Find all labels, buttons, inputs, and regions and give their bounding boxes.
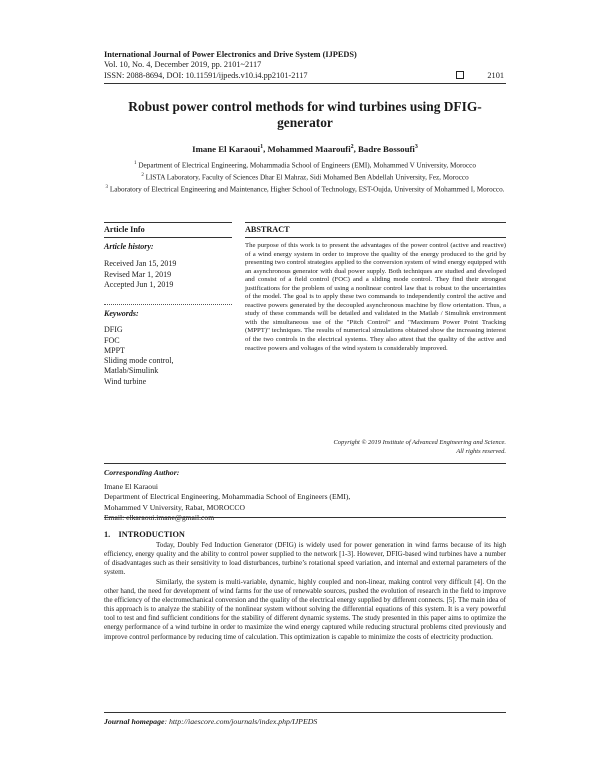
history-heading: Article history: bbox=[104, 242, 154, 251]
history-item: Revised Mar 1, 2019 bbox=[104, 269, 172, 279]
corresponding-author bbox=[104, 468, 506, 524]
issn-row bbox=[104, 71, 504, 81]
abstract-top-rule bbox=[245, 222, 506, 223]
affiliation-sup: 1 bbox=[134, 161, 137, 166]
author-name: Mohammed Maaroufi bbox=[267, 144, 351, 154]
history-divider bbox=[104, 304, 232, 305]
journal-name: International Journal of Power Electronics and Drive System (IJPEDS) bbox=[104, 50, 357, 59]
paper-title: Robust power control methods for wind turbines using DFIG-generator bbox=[128, 99, 482, 130]
corresponding-line: Imane El Karaoui bbox=[104, 481, 158, 491]
affiliation-sup: 2 bbox=[141, 172, 144, 178]
keyword-item: MPPT bbox=[104, 345, 125, 355]
affiliation bbox=[104, 183, 506, 195]
introduction-heading: 1. INTRODUCTION bbox=[104, 530, 185, 539]
article-history bbox=[104, 242, 232, 290]
abstract-heading: ABSTRACT bbox=[245, 225, 290, 234]
affiliations bbox=[104, 159, 506, 194]
author-sup: 3 bbox=[414, 144, 418, 151]
article-info-heading: Article Info bbox=[104, 225, 145, 234]
homepage-label: Journal homepage bbox=[104, 717, 165, 726]
keyword-item: DFIG bbox=[104, 325, 123, 335]
abstract-body: The purpose of this work is to present the advantages of the power control (active and reactive) of a wind energy system in order to improve the quality of the energy produced to the grid by presenting two control strategies applied to the conversion system of wind energy equipped with an asynchronous generator with dual power supply. Both techniques are studied and developed and consist of a field control (FOC) and a sliding mode control. They find their strongest justifications for the problem of using a nonlinear control law that is robust to the uncertainties of the model. The goal is to apply these two commands to independently control the active and reactive powers generated by the decoupled asynchronous machine by flow orientation. Thus, a study of these commands will be detailed and validated in the Matlab / Simulink environment with the simultaneous use of the "Pitch Control" and "Maximum Power Point Tracking (MPPT)" techniques. The results of numerical simulations obtained show the increasing interest of the two controls in the electrical systems. They also attest that the quality of the active and reactive powers and voltages of the wind system is considerably improved. bbox=[245, 242, 506, 352]
keyword-item: FOC bbox=[104, 335, 120, 345]
corresponding-line: Email: elkaraoui.imane@gmail.com bbox=[104, 513, 215, 523]
abstract-bottom-rule bbox=[104, 463, 506, 464]
affiliation-sup: 3 bbox=[105, 184, 109, 190]
affiliation bbox=[104, 171, 506, 183]
author-name: Badre Bossoufi bbox=[358, 144, 415, 154]
corresponding-heading: Corresponding Author: bbox=[104, 468, 180, 477]
keyword-item: Sliding mode control, bbox=[104, 356, 174, 366]
keyword-item: Matlab/Simulink bbox=[104, 366, 159, 376]
corresponding-line: Department of Electrical Engineering, Mohammadia School of Engineers (EMI), bbox=[104, 492, 351, 502]
paragraph: Today, Doubly Fed Induction Generator (DFIG) is widely used for power generation in wind farms because of its high efficiency, energy quality and the ability to control power supplied to the network [1-3]. However, DFIG-based wind turbines have a number of disadvantages such as their sensitivity to load disturbances, turbine’s rotational speed variation, and internal and external parameters of the system. bbox=[104, 541, 506, 577]
affiliation bbox=[104, 159, 506, 171]
author-name: Imane El Karaoui bbox=[192, 144, 261, 154]
corresponding-bottom-rule bbox=[104, 517, 506, 518]
article-info-top-rule bbox=[104, 222, 232, 223]
affiliation-text: LISTA Laboratory, Faculty of Sciences Dhar El Mahraz, Sidi Mohamed Ben Abdellah University, Fez, Morocco bbox=[145, 173, 469, 182]
keywords-heading: Keywords: bbox=[104, 309, 139, 318]
introduction-body bbox=[104, 541, 506, 642]
abstract-heading-rule bbox=[245, 237, 506, 238]
footer-rule bbox=[104, 712, 506, 713]
author-list: Imane El Karaoui$^1$, Mohammed Maaroufi$^2$, Badre Bossoufi$^3$ bbox=[192, 144, 418, 154]
affiliation-text: Laboratory of Electrical Engineering and Maintenance, Higher School of Technology, EST-Oujda, University of Mohammed I, Morocco. bbox=[109, 184, 505, 193]
paragraph: Similarly, the system is multi-variable, dynamic, highly coupled and non-linear, making control very difficult [4]. On the other hand, the need for development of wind farms for the use of renewable sources, pushed the evolution of research in the field to improve the efficiency of the electromechanical conversion and the quality of the electrical energy supplied by different connects. [5]. The main idea of this approach is to analyze the stability of the nonlinear system without solving the differential equations of this system. It is a very powerful tool to test and find sufficient conditions for the stability of different dynamic systems. The study presented in this paper aims to optimize the energy performance of a wind turbine in order to maximize the wind energy captured while reducing structural problems cited previously and improve control performance by reducing time of calculation. This optimization is capable to minimize the costs of electricity production. bbox=[104, 577, 506, 641]
corresponding-line: Mohammed V University, Rabat, MOROCCO bbox=[104, 502, 245, 512]
journal-homepage bbox=[104, 717, 317, 726]
copyright-line: Copyright © 2019 Institute of Advanced Engineering and Science. bbox=[333, 439, 506, 446]
author-sup: 1 bbox=[260, 144, 264, 151]
journal-header bbox=[104, 50, 504, 81]
affiliation-text: Department of Electrical Engineering, Mohammadia School of Engineers (EMI), Mohammed V University, Morocco bbox=[138, 161, 476, 170]
keyword-item: Wind turbine bbox=[104, 376, 147, 386]
page-number: 2101 bbox=[487, 70, 504, 80]
copyright-line: All rights reserved. bbox=[456, 447, 506, 455]
keywords bbox=[104, 309, 232, 387]
copyright-notice bbox=[245, 439, 506, 456]
header-rule bbox=[104, 83, 506, 84]
article-info-heading-rule bbox=[104, 237, 232, 238]
journal-volume: Vol. 10, No. 4, December 2019, pp. 2101~2117 bbox=[104, 60, 262, 70]
author-sup: 2 bbox=[350, 144, 354, 151]
journal-issn: ISSN: 2088-8694, DOI: 10.11591/ijpeds.v10.i4.pp2101-2117 bbox=[104, 70, 308, 80]
homepage-link[interactable]: : http://iaescore.com/journals/index.php/IJPEDS bbox=[164, 717, 318, 726]
history-item: Accepted Jun 1, 2019 bbox=[104, 279, 174, 289]
history-item: Received Jan 15, 2019 bbox=[104, 259, 177, 269]
page-box-icon bbox=[456, 71, 464, 81]
